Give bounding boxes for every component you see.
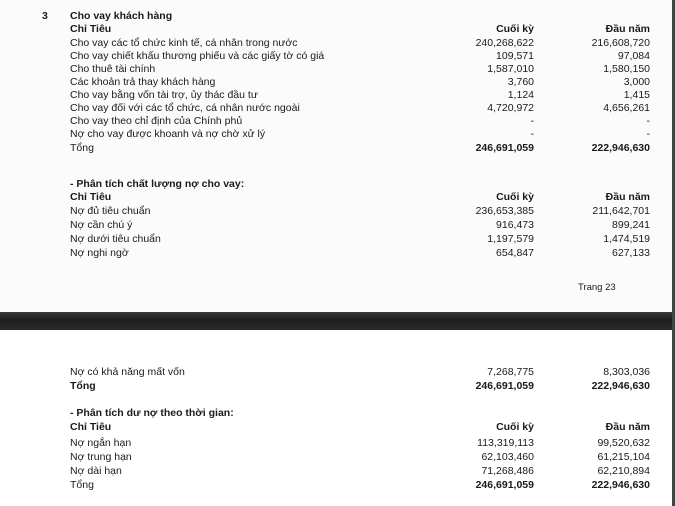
row-col2: 1,580,150 [603,63,650,75]
table-row [0,465,660,478]
header-label: Chỉ Tiêu [70,421,112,433]
row-label: Cho vay đối với các tổ chức, cá nhân nước ngoài [70,102,300,114]
row-col2: 1,474,519 [603,233,650,245]
row-col1: 654,847 [496,247,534,259]
header-col1: Cuối kỳ [496,421,534,433]
row-label: Cho vay các tổ chức kinh tế, cá nhân trong nước [70,37,298,49]
header-col2: Đầu năm [605,191,650,203]
row-col1: - [530,128,534,140]
total-label: Tổng [70,142,94,154]
header-col1: Cuối kỳ [496,191,534,203]
table-row [0,247,660,260]
total-col2: 222,946,630 [591,380,650,392]
row-col1: 916,473 [496,219,534,231]
subsection-title [0,407,660,420]
page-24 [0,330,675,506]
row-col1: 4,720,972 [487,102,534,114]
row-label: Nợ ngắn hạn [70,437,132,449]
row-label: Cho thuê tài chính [70,63,156,75]
total-label: Tổng [70,380,96,392]
row-col2: 899,241 [612,219,650,231]
row-col2: 4,656,261 [603,102,650,114]
table-row [0,366,660,379]
table-row [0,128,660,141]
row-col1: 1,587,010 [487,63,534,75]
row-label: Nợ cần chú ý [70,219,133,231]
header-col2: Đầu năm [605,23,650,35]
row-col2: 1,415 [623,89,650,101]
row-col1: 1,197,579 [487,233,534,245]
table-row [0,205,660,218]
row-col2: 211,642,701 [592,205,650,217]
subsection-title [0,178,660,191]
row-col2: 99,520,632 [597,437,650,449]
row-label: Nợ trung hạn [70,451,132,463]
row-col2: 62,210,894 [597,465,650,477]
total-row [0,479,660,492]
row-col2: - [646,115,650,127]
table-row [0,76,660,89]
row-col1: 3,760 [507,76,534,88]
total-col1: 246,691,059 [475,380,534,392]
row-label: Nợ có khả năng mất vốn [70,366,185,378]
row-label: Nợ cho vay được khoanh và nợ chờ xử lý [70,128,266,140]
total-col1: 246,691,059 [475,142,534,154]
row-col1: 236,653,385 [475,205,534,217]
row-col2: - [646,128,650,140]
row-col2: 216,608,720 [591,37,650,49]
row-label: Nợ nghi ngờ [70,247,129,259]
row-col1: 62,103,460 [481,451,534,463]
row-col2: 8,303,036 [603,366,650,378]
section-number: 3 [42,10,48,22]
quality-title: - Phân tích chất lượng nợ cho vay: [70,178,245,190]
table-row [0,115,660,128]
table-row [0,233,660,246]
row-label: Cho vay theo chỉ định của Chính phủ [70,115,243,127]
row-col2: 97,084 [617,50,650,62]
row-col1: - [530,115,534,127]
row-col2: 3,000 [623,76,650,88]
header-col1: Cuối kỳ [496,23,534,35]
total-col1: 246,691,059 [475,479,534,491]
row-col1: 113,319,113 [477,437,534,449]
table-row [0,89,660,102]
row-label: Nợ dưới tiêu chuẩn [70,233,161,245]
header-col2: Đầu năm [605,421,650,433]
total-row [0,142,660,155]
row-col1: 7,268,775 [487,366,534,378]
table-row [0,50,660,63]
header-label: Chỉ Tiêu [70,23,112,35]
section-title: Cho vay khách hàng [70,10,173,22]
row-col1: 240,268,622 [475,37,534,49]
table-row [0,219,660,232]
table-row [0,102,660,115]
total-label: Tổng [70,479,94,491]
page-divider [0,312,675,330]
row-col2: 627,133 [612,247,650,259]
term-title: - Phân tích dư nợ theo thời gian: [70,407,234,419]
total-col2: 222,946,630 [591,142,650,154]
table-row [0,437,660,450]
row-col1: 109,571 [496,50,534,62]
page-number: Trang 23 [578,282,616,293]
row-label: Nợ dài hạn [70,465,122,477]
row-label: Cho vay bằng vốn tài trợ, ủy thác đầu tư [70,89,258,101]
table-row [0,63,660,76]
section-heading [0,10,660,23]
total-row [0,380,660,393]
row-label: Các khoản trả thay khách hàng [70,76,216,88]
header-label: Chỉ Tiêu [70,191,112,203]
row-col1: 1,124 [507,89,534,101]
row-label: Cho vay chiết khấu thương phiếu và các giấy tờ có giá [70,50,325,62]
table-header [0,421,660,434]
total-col2: 222,946,630 [591,479,650,491]
table-header [0,23,660,36]
table-row [0,451,660,464]
row-col1: 71,268,486 [481,465,534,477]
row-col2: 61,215,104 [597,451,650,463]
row-label: Nợ đủ tiêu chuẩn [70,205,151,217]
table-row [0,37,660,50]
table-header [0,191,660,204]
